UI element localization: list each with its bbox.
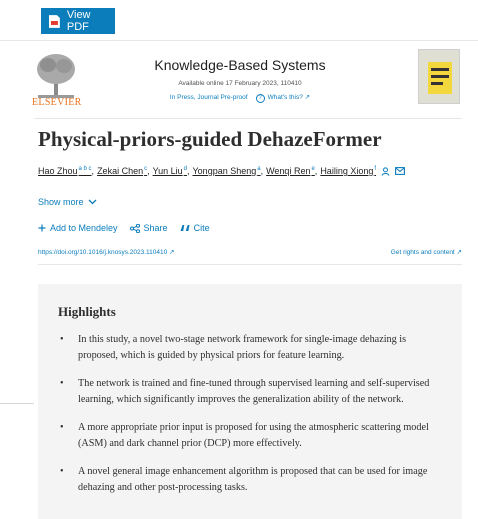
author-link[interactable]: Yongpan Sheng$^a$ xyxy=(192,166,261,176)
list-item: • In this study, a novel two-stage network framework for single-image dehazing is proposed, which is guided by physical priors for feature learning. xyxy=(58,332,448,363)
view-pdf-button[interactable] xyxy=(41,8,115,34)
divider xyxy=(0,403,34,404)
chevron-down-icon xyxy=(88,199,97,205)
divider xyxy=(34,118,462,119)
author-link[interactable]: Zekai Chen$^c$ xyxy=(97,166,148,176)
author-link[interactable]: Wenqi Ren$^e$ xyxy=(266,166,315,176)
plus-icon xyxy=(38,224,46,232)
share-label: Share xyxy=(143,223,168,233)
cite-button[interactable] xyxy=(180,223,210,233)
show-more-button[interactable] xyxy=(38,197,97,207)
whats-this-link[interactable]: What's this? ↗ xyxy=(267,94,311,101)
journal-title[interactable]: Knowledge-Based Systems xyxy=(154,57,326,73)
journal-header xyxy=(0,41,478,118)
article-actions xyxy=(38,223,222,233)
highlights-list xyxy=(58,332,448,508)
person-icon[interactable] xyxy=(381,167,390,176)
view-pdf-label: View PDF xyxy=(66,9,91,33)
available-online-text: Available online 17 February 2023, 110410 xyxy=(178,80,302,87)
author-link[interactable]: Yun Liu$^d$ xyxy=(152,166,187,176)
journal-status-row xyxy=(130,93,350,103)
divider xyxy=(38,264,462,265)
mendeley-label: Add to Mendeley xyxy=(50,223,118,233)
share-button[interactable] xyxy=(130,223,168,233)
journal-status[interactable]: In Press, Journal Pre-proof xyxy=(169,94,248,101)
pdf-file-icon xyxy=(48,14,61,29)
email-icon[interactable] xyxy=(395,167,405,175)
show-more-label: Show more xyxy=(38,197,84,207)
author-link[interactable]: Hao Zhou$^{a b c}$ xyxy=(38,166,92,176)
list-item: • A novel general image enhancement algorithm is proposed that can be used for image dehazing and other post-processing tasks. xyxy=(58,464,448,495)
question-icon: ? xyxy=(256,94,265,103)
add-to-mendeley-button[interactable] xyxy=(38,223,118,233)
publisher-wordmark[interactable]: ELSEVIER xyxy=(32,97,82,108)
list-item: • A more appropriate prior input is proposed for using the atmospheric scattering model (ASM) and dark channel prior (DCP) more effectively. xyxy=(58,420,448,451)
author-list: Hao Zhou$^{a b c}$ , Zekai Chen$^c$ , Yun Liu$^d$ , Yongpan Sheng$^a$ , Wenqi Ren$^e$ , Hailing Xiong$^f$ xyxy=(38,166,405,176)
quote-icon xyxy=(180,224,190,232)
cite-label: Cite xyxy=(193,223,210,233)
highlights-heading: Highlights xyxy=(58,304,116,319)
author-link[interactable]: Hailing Xiong$^f$ xyxy=(320,166,377,176)
doi-link[interactable]: https://doi.org/10.1016/j.knosys.2023.110410 ↗ xyxy=(38,249,175,256)
list-item: • The network is trained and fine-tuned through supervised learning and self-supervised learning, which significantly improves the generalization ability of the network. xyxy=(58,376,448,407)
top-toolbar xyxy=(0,0,478,41)
journal-cover-image[interactable] xyxy=(418,49,460,104)
share-icon xyxy=(130,224,140,233)
highlights-panel xyxy=(38,284,462,519)
article-title: Physical-priors-guided DehazeFormer xyxy=(38,127,382,151)
rights-link[interactable]: Get rights and content ↗ xyxy=(390,249,462,256)
